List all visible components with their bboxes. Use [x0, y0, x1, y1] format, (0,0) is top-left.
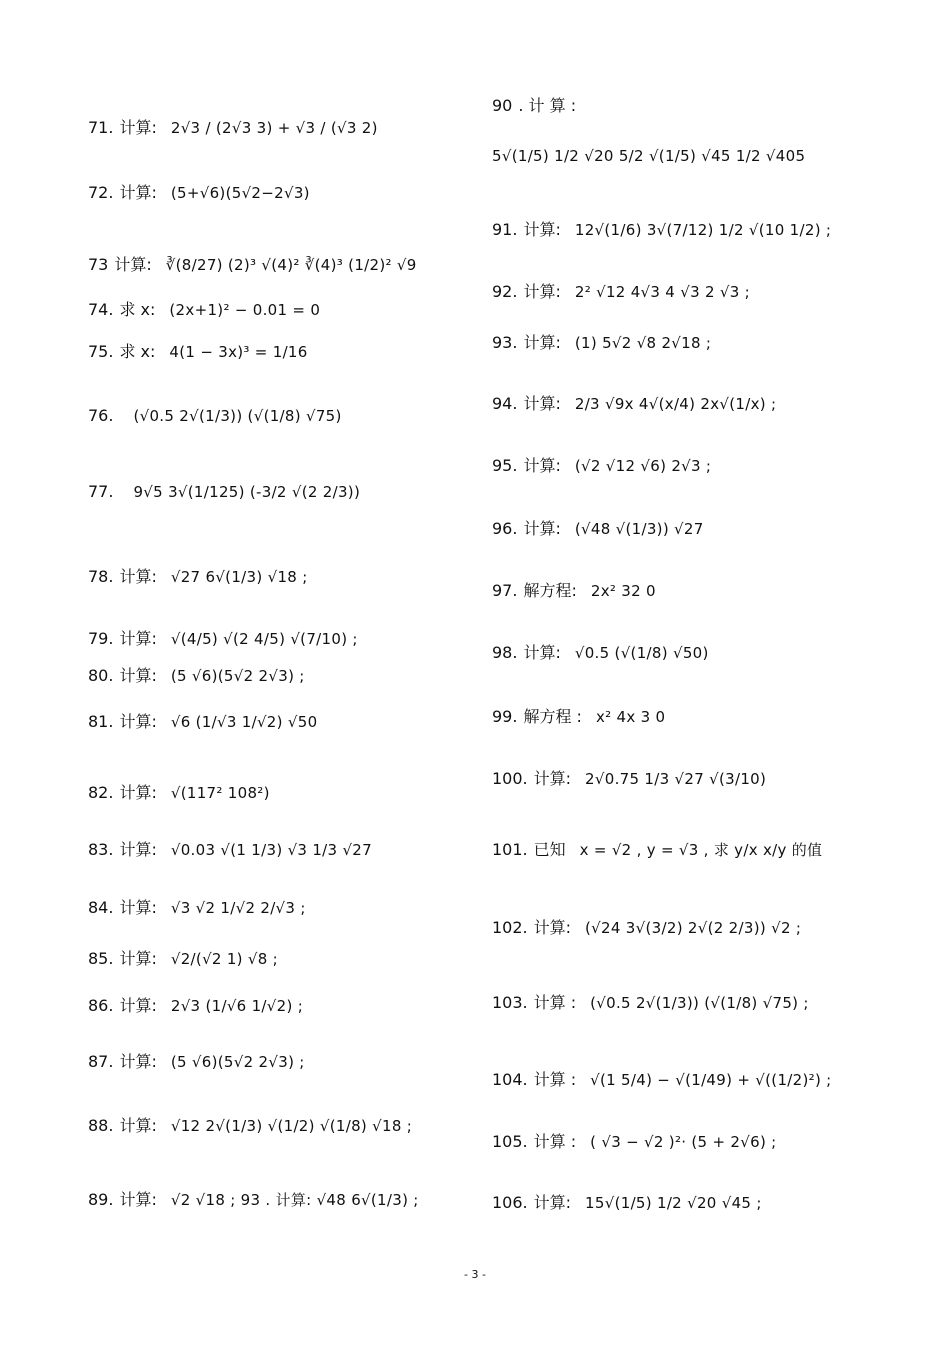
problem-99: 99. 解方程 : x² 4x 3 0: [492, 707, 666, 726]
problem-78: 78. 计算: √27 6√(1/3) √18 ;: [88, 567, 308, 586]
problem-105: 105. 计算 : ( √3 − √2 )²· (5 + 2√6) ;: [492, 1132, 777, 1151]
problem-97: 97. 解方程: 2x² 32 0: [492, 581, 656, 600]
problem-71: 71. 计算: 2√3 / (2√3 3) + √3 / (√3 2): [88, 118, 378, 137]
problem-88: 88. 计算: √12 2√(1/3) √(1/2) √(1/8) √18 ;: [88, 1116, 413, 1135]
problem-77: 77. 9√5 3√(1/125) (-3/2 √(2 2/3)): [88, 482, 361, 501]
problem-82: 82. 计算: √(117² 108²): [88, 783, 270, 802]
problem-90-header: 90 . 计 算 :: [492, 96, 577, 115]
problem-84: 84. 计算: √3 √2 1/√2 2/√3 ;: [88, 898, 306, 917]
problem-89: 89. 计算: √2 √18 ; 93 . 计算: √48 6√(1/3) ;: [88, 1190, 419, 1209]
problem-104: 104. 计算 : √(1 5/4) − √(1/49) + √((1/2)²) ;: [492, 1070, 832, 1089]
problem-75: 75. 求 x: 4(1 − 3x)³ = 1/16: [88, 342, 308, 361]
problem-98: 98. 计算: √0.5 (√(1/8) √50): [492, 643, 709, 662]
problem-90-expression: 5√(1/5) 1/2 √20 5/2 √(1/5) √45 1/2 √405: [492, 147, 806, 165]
problem-80: 80. 计算: (5 √6)(5√2 2√3) ;: [88, 666, 305, 685]
problem-72: 72. 计算: (5+√6)(5√2−2√3): [88, 183, 310, 202]
problem-93: 93. 计算: (1) 5√2 √8 2√18 ;: [492, 333, 712, 352]
problem-102: 102. 计算: (√24 3√(3/2) 2√(2 2/3)) √2 ;: [492, 918, 802, 937]
problem-92: 92. 计算: 2² √12 4√3 4 √3 2 √3 ;: [492, 282, 751, 301]
problem-91: 91. 计算: 12√(1/6) 3√(7/12) 1/2 √(10 1/2) ;: [492, 220, 832, 239]
problem-96: 96. 计算: (√48 √(1/3)) √27: [492, 519, 704, 538]
problem-94: 94. 计算: 2/3 √9x 4√(x/4) 2x√(1/x) ;: [492, 394, 777, 413]
problem-79: 79. 计算: √(4/5) √(2 4/5) √(7/10) ;: [88, 629, 358, 648]
problem-73: 73 计算: ∛(8/27) (2)³ √(4)² ∛(4)³ (1/2)² √9: [88, 255, 417, 274]
problem-101: 101. 已知 x = √2 , y = √3 , 求 y/x x/y 的值: [492, 840, 823, 859]
problem-87: 87. 计算: (5 √6)(5√2 2√3) ;: [88, 1052, 305, 1071]
problem-86: 86. 计算: 2√3 (1/√6 1/√2) ;: [88, 996, 304, 1015]
problem-106: 106. 计算: 15√(1/5) 1/2 √20 √45 ;: [492, 1193, 762, 1212]
problem-76: 76. (√0.5 2√(1/3)) (√(1/8) √75): [88, 406, 342, 425]
problem-100: 100. 计算: 2√0.75 1/3 √27 √(3/10): [492, 769, 767, 788]
problem-83: 83. 计算: √0.03 √(1 1/3) √3 1/3 √27: [88, 840, 372, 859]
problem-95: 95. 计算: (√2 √12 √6) 2√3 ;: [492, 456, 712, 475]
problem-103: 103. 计算 : (√0.5 2√(1/3)) (√(1/8) √75) ;: [492, 993, 809, 1012]
problem-81: 81. 计算: √6 (1/√3 1/√2) √50: [88, 712, 318, 731]
problem-85: 85. 计算: √2/(√2 1) √8 ;: [88, 949, 279, 968]
problem-74: 74. 求 x: (2x+1)² − 0.01 = 0: [88, 300, 321, 319]
page-number: - 3 -: [464, 1268, 486, 1281]
